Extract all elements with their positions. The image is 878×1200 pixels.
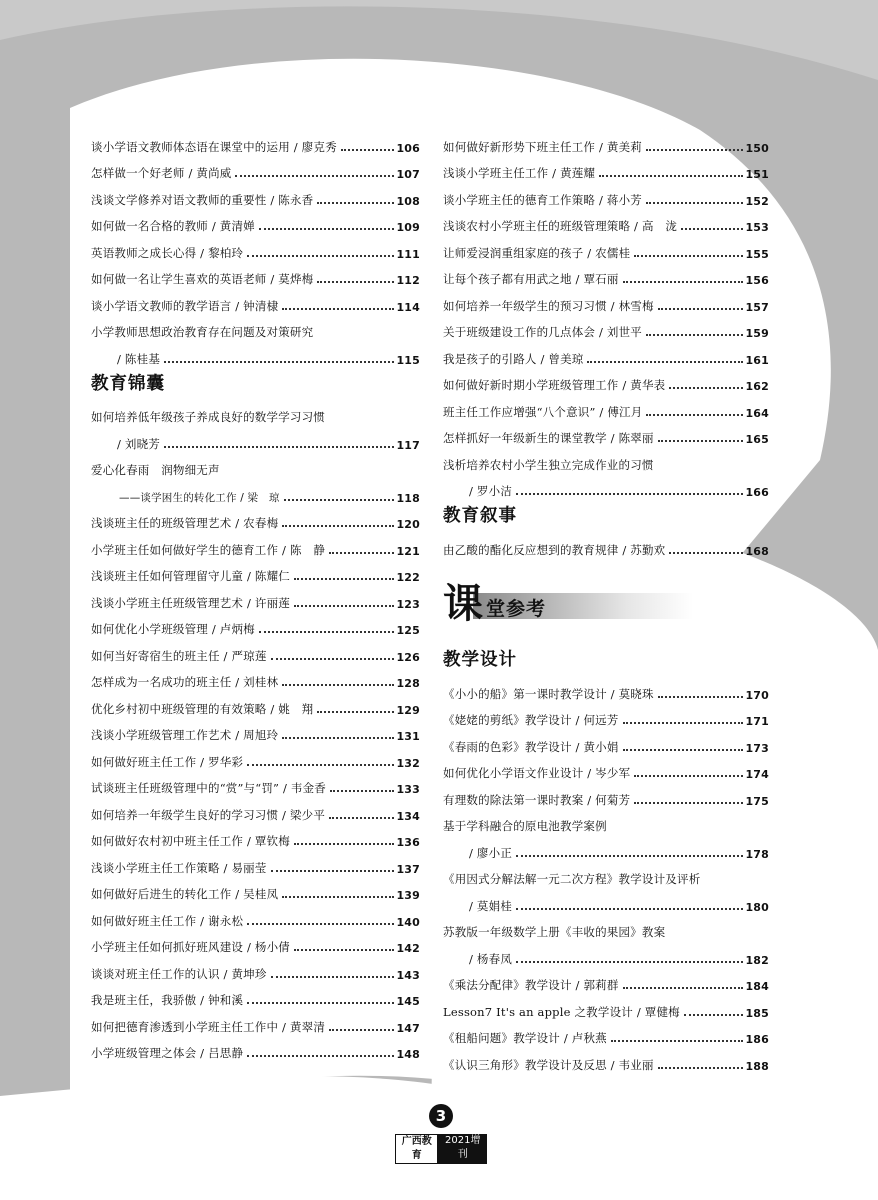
toc-entry-page: 134 <box>396 809 420 823</box>
toc-entry[interactable] <box>443 234 769 261</box>
toc-entry-title: / 杨春凤 <box>469 951 513 966</box>
toc-entry[interactable] <box>443 261 769 288</box>
dot-leader <box>611 1040 744 1042</box>
dot-leader <box>599 175 743 177</box>
toc-entry-page: 180 <box>745 900 769 914</box>
toc-entry-title: 谈谈对班主任工作的认识 / 黄坤珍 <box>91 966 267 981</box>
toc-entry[interactable] <box>443 181 769 208</box>
dot-leader <box>646 334 743 336</box>
toc-entry[interactable] <box>443 1020 769 1047</box>
toc-entry-title: 试谈班主任班级管理中的“赏”与“罚” / 韦金香 <box>91 781 326 795</box>
dot-leader <box>247 1002 394 1004</box>
toc-entry-page: 142 <box>396 942 420 955</box>
section-heading: 教学设计 <box>443 650 517 670</box>
toc-entry-title: Lesson7 It's an apple 之教学设计 / 覃健梅 <box>443 1004 680 1019</box>
toc-entry[interactable] <box>91 823 420 850</box>
toc-entry-title: 基于学科融合的原电池教学案例 <box>443 819 607 833</box>
toc-entry-title: 《乘法分配律》教学设计 / 郭莉群 <box>443 978 619 992</box>
toc-entry[interactable] <box>443 781 769 808</box>
toc-entry[interactable] <box>91 876 420 903</box>
toc-entry[interactable] <box>443 420 769 447</box>
toc-entry-title: / 刘晓芳 <box>117 436 161 451</box>
toc-entry[interactable] <box>91 1008 420 1035</box>
toc-entry-title: 如何把德育渗透到小学班主任工作中 / 黄翠清 <box>91 1019 326 1034</box>
dot-leader <box>247 923 394 925</box>
dot-leader <box>282 684 394 686</box>
dot-leader <box>247 1055 394 1057</box>
toc-entry[interactable] <box>443 340 769 367</box>
toc-entry-page: 168 <box>745 544 769 558</box>
dot-leader <box>294 605 394 607</box>
toc-entry[interactable] <box>443 1046 769 1073</box>
toc-entry[interactable] <box>91 770 420 797</box>
toc-entry-title: 如何培养低年级孩子养成良好的数学学习习惯 <box>91 410 325 424</box>
dot-leader <box>259 631 395 633</box>
toc-entry[interactable] <box>443 993 769 1020</box>
dot-leader <box>516 855 743 857</box>
toc-entry-page: 174 <box>745 768 769 781</box>
toc-entry-title: / 莫娟桂 <box>469 898 513 913</box>
toc-right-column <box>443 128 769 558</box>
dot-leader <box>516 961 743 963</box>
toc-entry[interactable] <box>443 393 769 420</box>
toc-entry-title: 如何做一名让学生喜欢的英语老师 / 莫烨梅 <box>91 272 314 286</box>
toc-entry-title: 班主任工作应增强“八个意识” / 傅江月 <box>443 404 643 419</box>
dot-leader <box>271 976 395 978</box>
toc-entry[interactable] <box>443 208 769 235</box>
toc-entry-title: 《小小的船》第一课时教学设计 / 莫晓珠 <box>443 686 654 701</box>
toc-entry[interactable] <box>91 425 420 452</box>
toc-entry[interactable] <box>443 702 769 729</box>
toc-entry-title: ——谈学困生的转化工作 / 梁 琼 <box>119 491 280 504</box>
toc-entry[interactable] <box>443 834 769 861</box>
toc-entry[interactable] <box>443 155 769 182</box>
toc-entry[interactable] <box>443 940 769 967</box>
toc-entry[interactable] <box>91 637 420 664</box>
toc-entry[interactable] <box>443 675 769 702</box>
toc-entry-page: 153 <box>745 221 769 234</box>
toc-entry[interactable] <box>91 155 420 182</box>
toc-entry[interactable] <box>91 558 420 585</box>
toc-entry-title: 英语教师之成长心得 / 黎柏玲 <box>91 245 244 260</box>
toc-entry-title: 《用因式分解法解一元二次方程》教学设计及评析 <box>443 872 701 886</box>
toc-entry-title: 小学班级管理之体会 / 吕思静 <box>91 1046 244 1060</box>
toc-entry-page: 107 <box>396 168 420 181</box>
journal-name: 广西教育 <box>395 1134 438 1164</box>
toc-entry[interactable] <box>91 181 420 208</box>
toc-entry-page: 171 <box>745 715 769 728</box>
toc-entry-title: 我是班主任，我骄傲 / 钟和溪 <box>91 993 244 1007</box>
toc-entry-title: 如何做一名合格的教师 / 黄清婵 <box>91 219 255 233</box>
dot-leader <box>284 499 395 501</box>
toc-entry-title: 如何做好新形势下班主任工作 / 黄美莉 <box>443 139 642 154</box>
dot-leader <box>164 361 394 363</box>
toc-entry-page: 137 <box>396 862 420 876</box>
dot-leader <box>634 802 743 804</box>
dot-leader <box>329 1029 394 1031</box>
toc-entry-page: 139 <box>396 889 420 902</box>
toc-entry-page: 166 <box>745 486 769 499</box>
dot-leader <box>681 228 743 230</box>
toc-entry-page: 155 <box>745 247 769 261</box>
toc-entry[interactable] <box>443 367 769 394</box>
dot-leader <box>294 949 394 951</box>
toc-entry-page: 133 <box>396 783 420 796</box>
dot-leader <box>658 308 744 310</box>
toc-entry-title: 谈小学语文教师体态语在课堂中的运用 / 廖克秀 <box>91 139 337 154</box>
toc-entry[interactable] <box>443 914 769 941</box>
toc-entry[interactable] <box>91 796 420 823</box>
toc-entry[interactable] <box>443 446 769 473</box>
toc-entry-page: 109 <box>396 221 420 234</box>
toc-entry-title: 浅谈小学班主任工作 / 黄莲耀 <box>443 166 596 180</box>
toc-entry-title: 谈小学语文教师的教学语言 / 钟清棣 <box>91 298 279 313</box>
dot-leader <box>271 658 395 660</box>
section-heading: 教育叙事 <box>443 506 517 526</box>
toc-left-column <box>91 128 420 1061</box>
toc-entry-page: 157 <box>745 300 769 314</box>
toc-entry-title: 怎样成为一名成功的班主任 / 刘桂林 <box>91 675 279 689</box>
toc-entry[interactable] <box>91 208 420 235</box>
dot-leader <box>341 149 395 151</box>
toc-entry-title: 由乙酸的酯化反应想到的教育规律 / 苏勤欢 <box>443 542 666 557</box>
banner-big-char: 课 <box>443 581 483 627</box>
dot-leader <box>669 387 743 389</box>
toc-entry-title: 浅谈小学班级管理工作艺术 / 周旭玲 <box>91 728 279 742</box>
toc-entry-title: 浅谈班主任的班级管理艺术 / 农春梅 <box>91 516 279 530</box>
toc-entry-title: 如何做好后进生的转化工作 / 吴桂凤 <box>91 887 279 901</box>
toc-entry[interactable] <box>91 929 420 956</box>
toc-entry-title: 优化乡村初中班级管理的有效策略 / 姚 翔 <box>91 701 314 716</box>
dot-leader <box>247 255 394 257</box>
toc-entry[interactable] <box>443 808 769 835</box>
toc-entry-title: 小学教师思想政治教育存在问题及对策研究 <box>91 325 314 339</box>
toc-entry-page: 112 <box>396 274 420 287</box>
dot-leader <box>658 1067 744 1069</box>
dot-leader <box>235 175 394 177</box>
toc-entry-title: 谈小学班主任的德育工作策略 / 蒋小芳 <box>443 192 642 207</box>
dot-leader <box>330 790 394 792</box>
toc-entry[interactable] <box>91 234 420 261</box>
toc-entry[interactable] <box>443 728 769 755</box>
toc-entry[interactable] <box>443 861 769 888</box>
dot-leader <box>294 578 394 580</box>
dot-leader <box>317 711 394 713</box>
toc-entry-page: 117 <box>396 438 420 452</box>
toc-entry-title: 让每个孩子都有用武之地 / 覃石丽 <box>443 272 619 286</box>
toc-entry-page: 131 <box>396 730 420 743</box>
toc-entry-page: 178 <box>745 847 769 861</box>
toc-entry-page: 120 <box>396 518 420 531</box>
toc-entry-page: 132 <box>396 756 420 770</box>
toc-entry-page: 186 <box>745 1033 769 1046</box>
journal-issue: 2021增刊 <box>438 1134 487 1164</box>
toc-entry-page: 182 <box>745 953 769 967</box>
toc-entry-page: 106 <box>396 141 420 155</box>
toc-entry-page: 173 <box>745 741 769 755</box>
toc-entry-title: 浅谈农村小学班主任的班级管理策略 / 高 泷 <box>443 219 678 233</box>
toc-entry[interactable] <box>91 611 420 638</box>
toc-entry[interactable] <box>91 690 420 717</box>
dot-leader <box>646 202 743 204</box>
toc-entry[interactable] <box>443 473 769 500</box>
toc-entry-title: 怎样做一个好老师 / 黄尚威 <box>91 166 232 180</box>
dot-leader <box>164 446 394 448</box>
toc-entry-page: 165 <box>745 433 769 446</box>
toc-entry[interactable] <box>91 849 420 876</box>
toc-entry-title: 如何做好班主任工作 / 罗华彩 <box>91 754 244 769</box>
toc-entry-title: 浅谈班主任如何管理留守儿童 / 陈耀仁 <box>91 569 290 583</box>
toc-entry[interactable] <box>91 505 420 532</box>
toc-entry-page: 159 <box>745 327 769 340</box>
toc-entry-page: 170 <box>745 688 769 702</box>
toc-entry[interactable] <box>91 531 420 558</box>
toc-entry-title: 关于班级建设工作的几点体会 / 刘世平 <box>443 325 642 339</box>
toc-entry-title: 浅谈文学修养对语文教师的重要性 / 陈永香 <box>91 192 314 207</box>
toc-entry-page: 184 <box>745 980 769 993</box>
toc-entry-page: 145 <box>396 995 420 1008</box>
toc-entry[interactable] <box>443 314 769 341</box>
toc-entry-page: 185 <box>745 1006 769 1020</box>
toc-entry-page: 125 <box>396 624 420 637</box>
toc-entry-title: 小学班主任如何做好学生的德育工作 / 陈 静 <box>91 542 326 557</box>
toc-right-bottom <box>443 643 769 1073</box>
dot-leader <box>271 870 395 872</box>
dot-leader <box>623 749 744 751</box>
toc-entry-page: 147 <box>396 1021 420 1035</box>
toc-entry-page: 122 <box>396 571 420 584</box>
dot-leader <box>623 987 744 989</box>
dot-leader <box>658 440 744 442</box>
dot-leader <box>259 228 395 230</box>
toc-entry[interactable] <box>91 261 420 288</box>
dot-leader <box>623 281 744 283</box>
dot-leader <box>282 525 394 527</box>
dot-leader <box>587 361 743 363</box>
toc-entry-page: 140 <box>396 915 420 929</box>
toc-entry-title: 《春雨的色彩》教学设计 / 黄小娟 <box>443 739 619 754</box>
toc-entry-page: 156 <box>745 274 769 287</box>
toc-entry[interactable] <box>91 452 420 479</box>
dot-leader <box>317 202 394 204</box>
toc-entry-title: 如何做好班主任工作 / 谢永松 <box>91 913 244 928</box>
toc-entry-title: 如何优化小学语文作业设计 / 岑少军 <box>443 766 631 780</box>
toc-entry[interactable] <box>91 128 420 155</box>
toc-entry-title: 浅谈小学班主任工作策略 / 易丽莹 <box>91 860 267 875</box>
dot-leader <box>282 737 394 739</box>
dot-leader <box>329 817 394 819</box>
toc-entry-page: 175 <box>745 794 769 808</box>
toc-entry-title: 《姥姥的剪纸》教学设计 / 何远芳 <box>443 713 619 727</box>
section-banner <box>443 583 693 625</box>
dot-leader <box>634 255 743 257</box>
toc-entry-title: 有理数的除法第一课时教案 / 何菊芳 <box>443 792 631 807</box>
dot-leader <box>516 493 743 495</box>
toc-entry[interactable] <box>443 887 769 914</box>
toc-entry[interactable] <box>91 478 420 505</box>
toc-entry-page: 115 <box>396 353 420 367</box>
toc-entry[interactable] <box>91 902 420 929</box>
toc-entry[interactable] <box>91 340 420 367</box>
toc-right-top <box>443 128 769 558</box>
toc-entry-title: / 廖小正 <box>469 845 513 860</box>
toc-entry-title: 如何培养一年级学生的预习习惯 / 林雪梅 <box>443 298 654 313</box>
toc-entry-title: 如何优化小学班级管理 / 卢炳梅 <box>91 622 255 636</box>
toc-entry-page: 123 <box>396 597 420 611</box>
toc-entry-title: 让师爱浸润重组家庭的孩子 / 农儒桂 <box>443 245 631 260</box>
dot-leader <box>658 696 744 698</box>
toc-entry-title: 爱心化春雨 润物细无声 <box>91 463 220 477</box>
toc-entry-title: 如何做好新时期小学班级管理工作 / 黄华表 <box>443 378 666 392</box>
section-heading: 教育锦囊 <box>91 373 165 394</box>
dot-leader <box>282 896 394 898</box>
toc-entry-title: 如何培养一年级学生良好的学习习惯 / 梁少平 <box>91 807 326 822</box>
toc-entry-page: 161 <box>745 353 769 367</box>
toc-entry[interactable] <box>443 755 769 782</box>
dot-leader <box>329 552 394 554</box>
page-footer <box>395 1104 487 1164</box>
toc-entry-page: 188 <box>745 1059 769 1073</box>
dot-leader <box>247 764 394 766</box>
toc-entry[interactable] <box>91 584 420 611</box>
dot-leader <box>317 281 394 283</box>
toc-entry-page: 126 <box>396 650 420 664</box>
toc-entry-title: 怎样抓好一年级新生的课堂教学 / 陈翠丽 <box>443 431 654 445</box>
toc-entry-page: 162 <box>745 380 769 393</box>
toc-entry[interactable] <box>443 531 769 558</box>
toc-entry-title: 小学班主任如何抓好班风建设 / 杨小倩 <box>91 940 290 954</box>
toc-entry-page: 143 <box>396 968 420 982</box>
dot-leader <box>646 149 743 151</box>
toc-entry[interactable] <box>91 314 420 341</box>
toc-entry[interactable] <box>443 128 769 155</box>
toc-entry[interactable] <box>91 1035 420 1062</box>
dot-leader <box>516 908 743 910</box>
toc-entry-page: 148 <box>396 1048 420 1061</box>
toc-entry[interactable] <box>443 287 769 314</box>
dot-leader <box>634 775 743 777</box>
toc-entry-page: 111 <box>396 247 420 261</box>
toc-entry-title: 如何做好农村初中班主任工作 / 覃钦梅 <box>91 834 290 848</box>
toc-entry[interactable] <box>91 664 420 691</box>
toc-entry-title: 浅析培养农村小学生独立完成作业的习惯 <box>443 457 654 472</box>
dot-leader <box>623 722 744 724</box>
toc-entry-title: 《认识三角形》教学设计及反思 / 韦业丽 <box>443 1057 654 1072</box>
toc-entry-page: 164 <box>745 406 769 420</box>
toc-entry[interactable] <box>91 399 420 426</box>
toc-entry-page: 150 <box>745 141 769 155</box>
toc-entry-page: 151 <box>745 168 769 181</box>
toc-entry-title: 如何当好寄宿生的班主任 / 严琼莲 <box>91 648 267 663</box>
dot-leader <box>684 1014 744 1016</box>
toc-entry[interactable] <box>91 717 420 744</box>
toc-entry-page: 129 <box>396 703 420 717</box>
journal-label <box>395 1134 487 1164</box>
toc-entry-title: 苏教版一年级数学上册《丰收的果园》教案 <box>443 925 666 939</box>
toc-entry[interactable] <box>443 967 769 994</box>
toc-entry-page: 128 <box>396 677 420 690</box>
toc-entry-page: 108 <box>396 194 420 208</box>
toc-entry-title: 浅谈小学班主任班级管理艺术 / 许丽莲 <box>91 595 290 610</box>
toc-entry-page: 118 <box>396 491 420 505</box>
toc-entry-title: / 陈桂基 <box>117 351 161 366</box>
toc-entry[interactable] <box>91 743 420 770</box>
toc-entry[interactable] <box>91 287 420 314</box>
toc-entry-page: 121 <box>396 544 420 558</box>
toc-entry[interactable] <box>91 982 420 1009</box>
toc-entry-title: 《租船问题》教学设计 / 卢秋燕 <box>443 1031 607 1045</box>
banner-title: 堂参考 <box>486 597 547 620</box>
dot-leader <box>282 308 394 310</box>
toc-entry-page: 152 <box>745 194 769 208</box>
toc-entry-title: 我是孩子的引路人 / 曾美琼 <box>443 351 584 366</box>
dot-leader <box>646 414 743 416</box>
toc-entry-title: / 罗小洁 <box>469 484 513 498</box>
dot-leader <box>294 843 394 845</box>
dot-leader <box>669 552 743 554</box>
toc-entry-page: 136 <box>396 836 420 849</box>
toc-entry-page: 114 <box>396 300 420 314</box>
page-number: 3 <box>429 1104 453 1128</box>
toc-entry[interactable] <box>91 955 420 982</box>
